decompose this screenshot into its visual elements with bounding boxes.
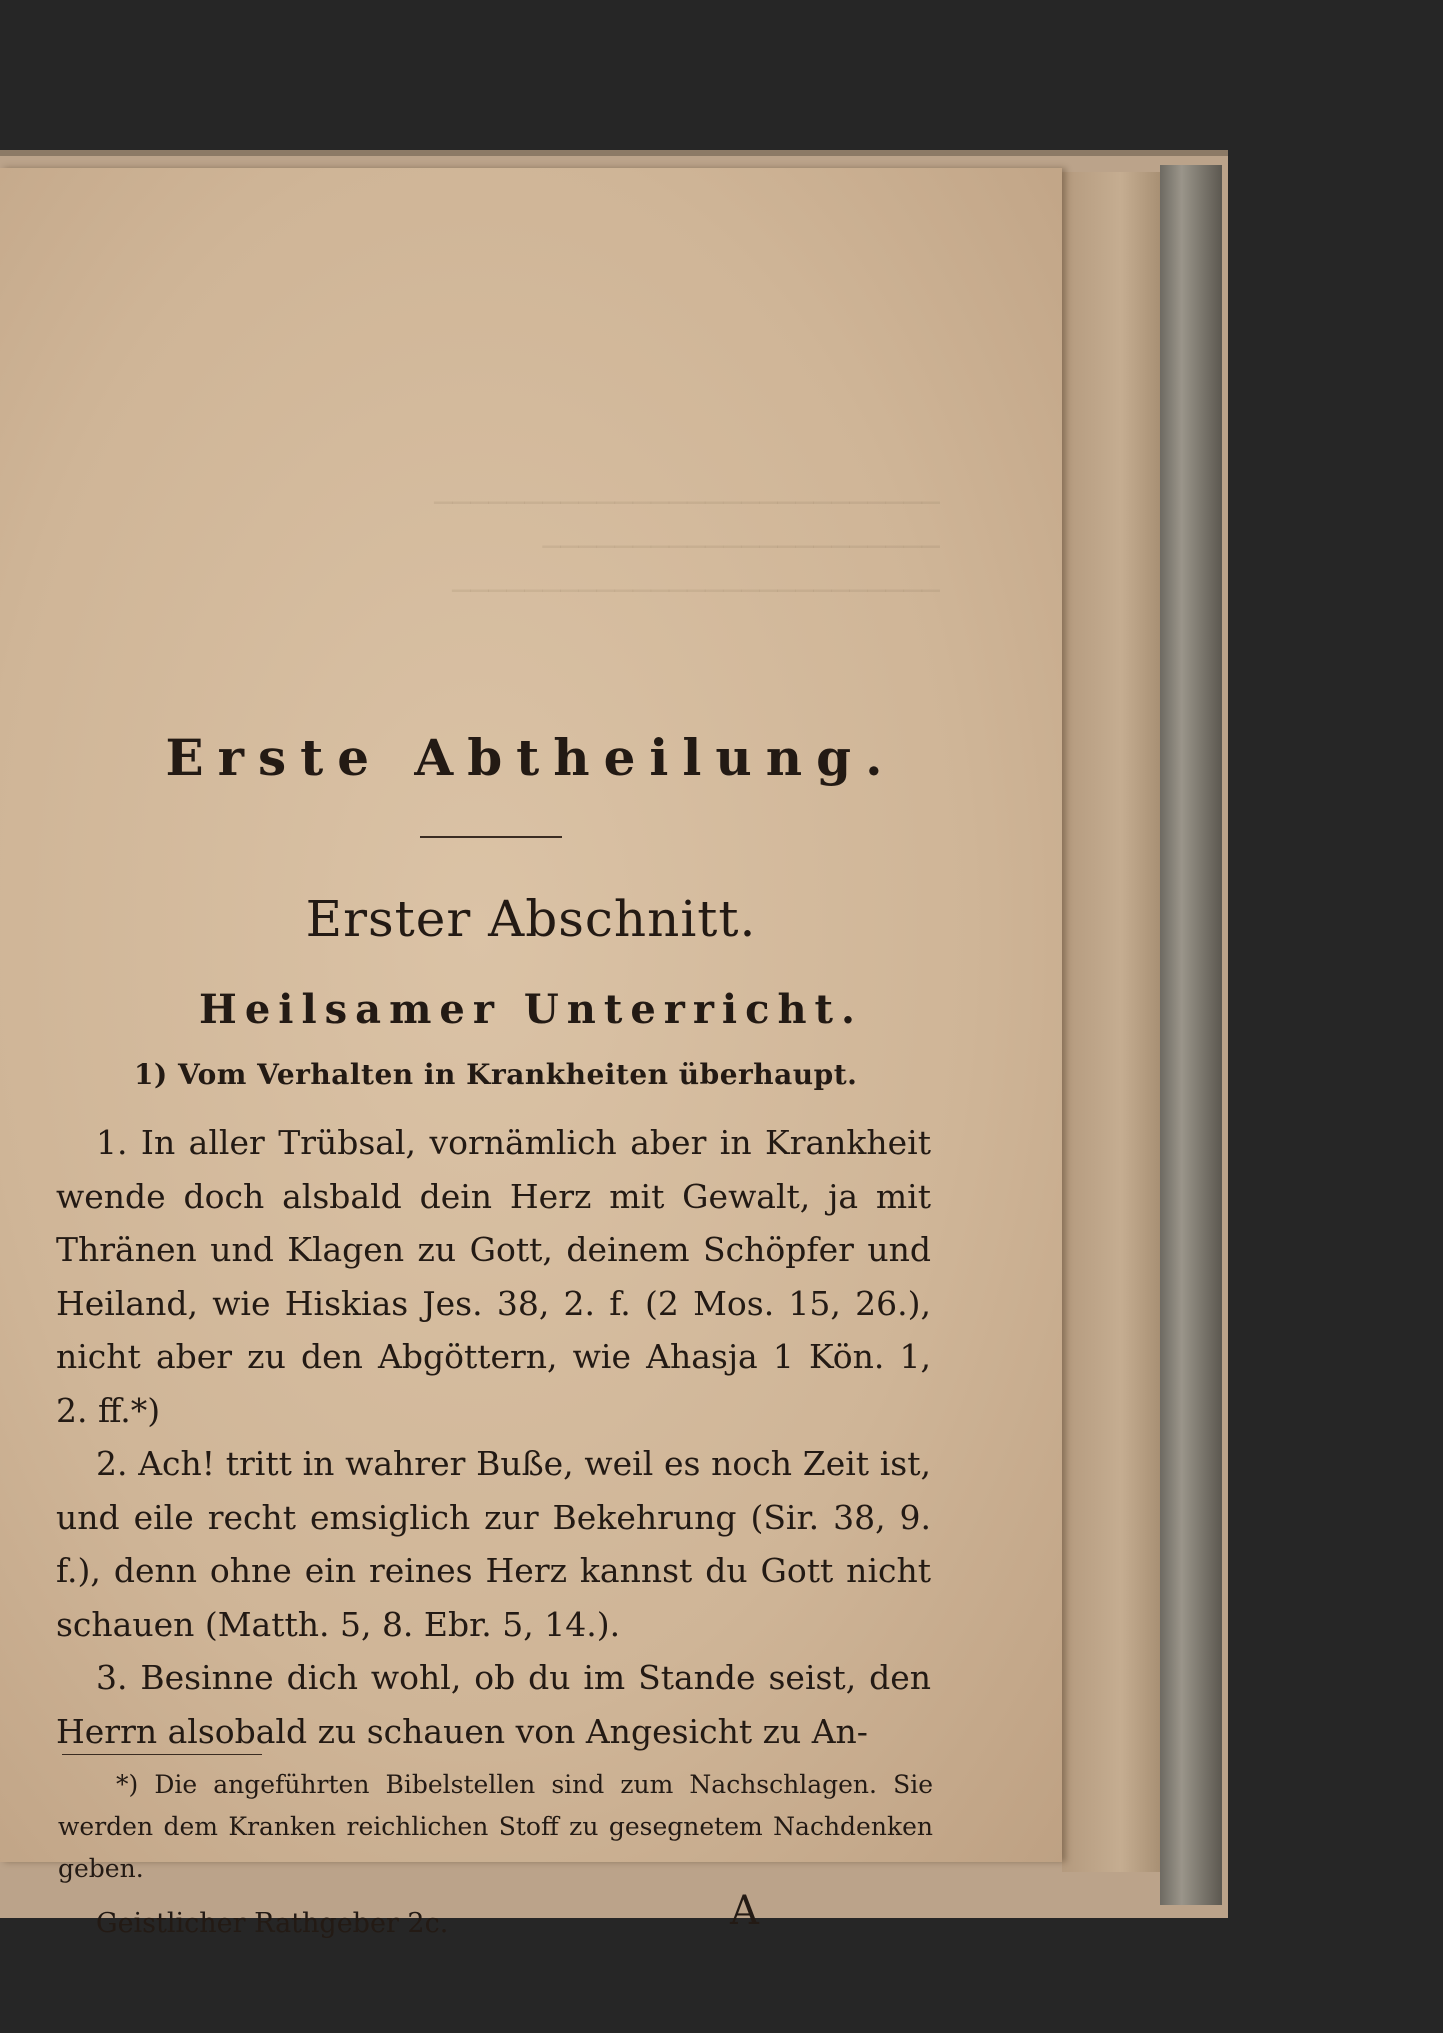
subheading: 1) Vom Verhalten in Krankheiten überhaupt. bbox=[134, 1058, 858, 1091]
title-divider bbox=[420, 836, 562, 838]
part-title: Erste Abtheilung. bbox=[165, 728, 897, 787]
signature-mark: A bbox=[730, 1888, 759, 1934]
running-footer: Geistlicher Rathgeber 2c. bbox=[96, 1908, 449, 1939]
footnote-text: *) Die angeführten Bibelstellen sind zum Nachschlagen. Sie werden dem Kranken reichlichen Stoff zu gesegnetem Nachdenken geben. bbox=[58, 1770, 933, 1883]
paragraph-1: 1. In aller Trübsal, vornämlich aber in Krankheit wende doch alsbald dein Herz mit Gewalt, ja mit Thränen und Klagen zu Gott, deinem Schöpfer und Heiland, wie Hiskias Jes. 38, 2. f. (2 Mos. 15, 26.), nicht aber zu den Abgöttern, wie Ahasja 1 Kön. 1, 2. ff.*) bbox=[56, 1123, 931, 1430]
book-spine bbox=[1160, 165, 1222, 1905]
book-page bbox=[0, 168, 1062, 1939]
paragraph-3: 3. Besinne dich wohl, ob du im Stande seist, den Herrn alsobald zu schauen von Angesicht zu An- bbox=[56, 1658, 931, 1751]
section-subtitle: Heilsamer Unterricht. bbox=[199, 986, 863, 1033]
footnote-divider bbox=[62, 1754, 262, 1755]
show-through-text: ──────────────────────────── ────────────────────── ─────────────────────────── bbox=[434, 486, 940, 609]
body-text bbox=[56, 1116, 931, 1758]
paragraph-2: 2. Ach! tritt in wahrer Buße, weil es noch Zeit ist, und eile recht emsiglich zur Bekehrung (Sir. 38, 9. f.), denn ohne ein reines Herz kannst du Gott nicht schauen (Matth. 5, 8. Ebr. 5, 14.). bbox=[56, 1444, 931, 1644]
section-title: Erster Abschnitt. bbox=[305, 890, 757, 948]
page-stack-edge bbox=[1062, 172, 1160, 1872]
footnote bbox=[58, 1764, 933, 1890]
